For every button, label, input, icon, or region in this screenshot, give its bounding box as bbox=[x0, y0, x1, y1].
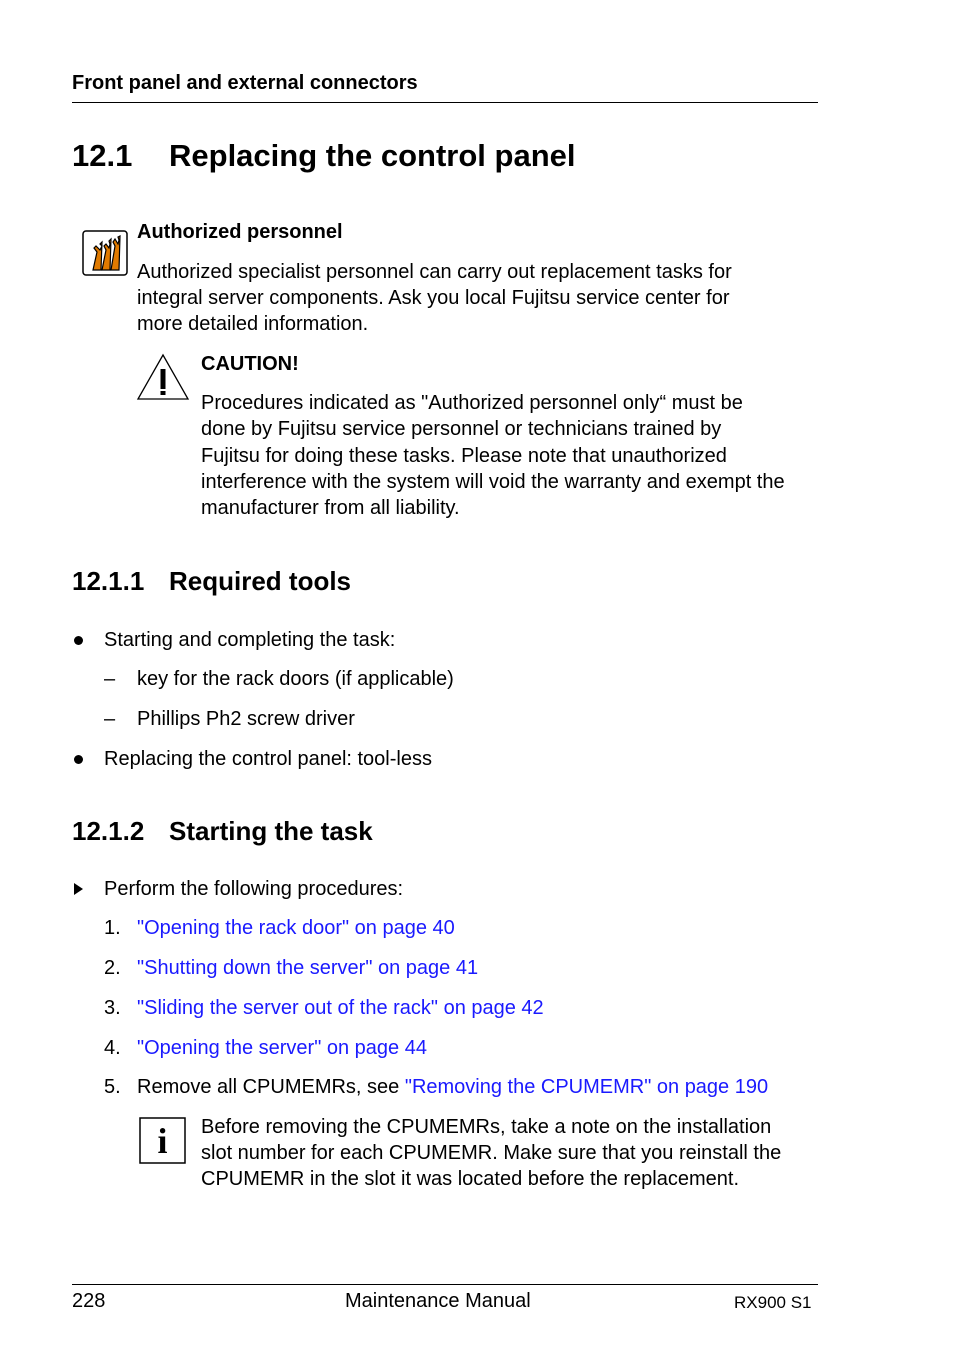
step-number: 1. bbox=[104, 917, 121, 939]
note-line-1: Before removing the CPUMEMRs, take a note on the installation bbox=[201, 1116, 772, 1138]
note-line-3: CPUMEMR in the slot it was located before the replacement. bbox=[201, 1168, 740, 1190]
caution-title: CAUTION! bbox=[201, 353, 299, 375]
tools-dash-2: Phillips Ph2 screw driver bbox=[137, 708, 355, 730]
tools-bullet-1: Starting and completing the task: bbox=[104, 629, 396, 651]
authorized-line-3: more detailed information. bbox=[137, 313, 369, 335]
note-line-2: slot number for each CPUMEMR. Make sure that you reinstall the bbox=[201, 1142, 782, 1164]
step-5 bbox=[137, 1074, 768, 1100]
running-header: Front panel and external connectors bbox=[72, 72, 418, 94]
warning-icon bbox=[134, 351, 192, 403]
tools-icon bbox=[82, 230, 128, 276]
step-number: 2. bbox=[104, 957, 121, 979]
bullet-icon bbox=[74, 755, 83, 764]
starting-task-intro: Perform the following procedures: bbox=[104, 878, 404, 900]
required-tools-heading bbox=[72, 566, 351, 597]
step-number: 4. bbox=[104, 1037, 121, 1059]
step-link-sliding-server-out[interactable]: "Sliding the server out of the rack" on page 42 bbox=[137, 997, 544, 1019]
section-heading bbox=[72, 138, 576, 174]
info-icon bbox=[139, 1117, 186, 1164]
step-link-shutting-down-server[interactable]: "Shutting down the server" on page 41 bbox=[137, 957, 479, 979]
step-link-opening-rack-door[interactable]: "Opening the rack door" on page 40 bbox=[137, 917, 455, 939]
info-icon-glyph: i bbox=[157, 1121, 168, 1161]
starting-task-title: Starting the task bbox=[169, 816, 373, 846]
footer-title: Maintenance Manual bbox=[345, 1290, 531, 1312]
caution-line-2: done by Fujitsu service personnel or technicians trained by bbox=[201, 418, 722, 440]
step-number: 3. bbox=[104, 997, 121, 1019]
arrow-right-icon bbox=[74, 883, 83, 895]
dash-marker: – bbox=[104, 708, 116, 730]
step-link-removing-cpumemr[interactable]: "Removing the CPUMEMR" on page 190 bbox=[404, 1076, 769, 1098]
step-5-text: Remove all CPUMEMRs, see bbox=[137, 1076, 405, 1098]
caution-line-1: Procedures indicated as "Authorized personnel only“ must be bbox=[201, 392, 743, 414]
footer-rule bbox=[72, 1284, 818, 1285]
dash-marker: – bbox=[104, 668, 116, 690]
authorized-line-2: integral server components. Ask you local Fujitsu service center for bbox=[137, 287, 730, 309]
starting-task-number: 12.1.2 bbox=[72, 816, 145, 846]
page-number: 228 bbox=[72, 1290, 106, 1312]
bullet-icon bbox=[74, 636, 83, 645]
tools-dash-1: key for the rack doors (if applicable) bbox=[137, 668, 454, 690]
caution-line-3: Fujitsu for doing these tasks. Please note that unauthorized bbox=[201, 445, 727, 467]
authorized-title: Authorized personnel bbox=[137, 221, 343, 243]
required-tools-title: Required tools bbox=[169, 566, 352, 596]
section-title: Replacing the control panel bbox=[169, 138, 576, 173]
step-number: 5. bbox=[104, 1076, 121, 1098]
section-number: 12.1 bbox=[72, 138, 133, 173]
step-link-opening-server[interactable]: "Opening the server" on page 44 bbox=[137, 1037, 427, 1059]
header-rule bbox=[72, 102, 818, 103]
footer-product: RX900 S1 bbox=[734, 1293, 812, 1312]
required-tools-number: 12.1.1 bbox=[72, 566, 145, 596]
caution-line-4: interference with the system will void the warranty and exempt the bbox=[201, 471, 785, 493]
caution-line-5: manufacturer from all liability. bbox=[201, 497, 460, 519]
starting-task-heading bbox=[72, 816, 373, 847]
authorized-line-1: Authorized specialist personnel can carry out replacement tasks for bbox=[137, 261, 732, 283]
tools-bullet-2: Replacing the control panel: tool-less bbox=[104, 748, 432, 770]
